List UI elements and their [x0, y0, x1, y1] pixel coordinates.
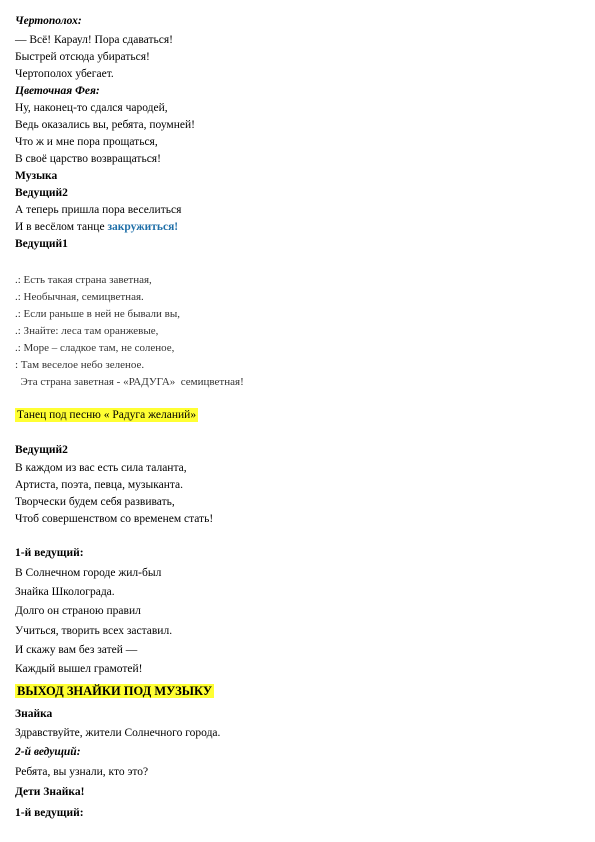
- poem-line-4: .: Знайте: леса там оранжевые,: [15, 325, 159, 337]
- host2-b-line-3: Творчески будем себя развивать,: [15, 496, 175, 508]
- fairy-line-3: Что ж и мне пора прощаться,: [15, 136, 158, 148]
- first-host-line-5: И скажу вам без затей —: [15, 644, 138, 656]
- first-host-line-4: Учиться, творить всех заставил.: [15, 625, 173, 637]
- znayka-entrance-highlight: ВЫХОД ЗНАЙКИ ПОД МУЗЫКУ: [17, 684, 213, 698]
- children-line: Дети Знайка!: [15, 786, 85, 798]
- host2-b-line-4: Чтоб совершенством со временем стать!: [15, 513, 214, 525]
- znayka-line: Здравствуйте, жители Солнечного города.: [15, 727, 221, 739]
- first-host-line-3: Долго он страною правил: [15, 605, 141, 617]
- speaker-thistle: Чертополох:: [15, 15, 82, 27]
- poem-line-6: : Там веселое небо зеленое.: [15, 359, 145, 371]
- thistle-line-1: — Всё! Караул! Пора сдаваться!: [15, 34, 173, 46]
- speaker-host1: Ведущий1: [15, 238, 68, 250]
- speaker-host2-b: Ведущий2: [15, 444, 68, 456]
- host2-line-2-text: И в весёлом танце: [15, 221, 108, 233]
- fairy-line-1: Ну, наконец-то сдался чародей,: [15, 102, 168, 114]
- poem-line-7: Эта страна заветная - «РАДУГА» семицветная!: [15, 376, 244, 388]
- second-host-question: Ребята, вы узнали, кто это?: [15, 766, 149, 778]
- host2-line-2: [15, 220, 178, 234]
- poem-line-3: .: Если раньше в ней не бывали вы,: [15, 308, 181, 320]
- host2-line-1: А теперь пришла пора веселиться: [15, 204, 182, 216]
- dance-cue-highlight: Танец под песню « Радуга желаний»: [17, 409, 197, 421]
- fairy-line-4: В своё царство возвращаться!: [15, 153, 161, 165]
- poem-line-1: .: Есть такая страна заветная,: [15, 274, 152, 286]
- speaker-host2: Ведущий2: [15, 187, 68, 199]
- first-host-line-1: В Солнечном городе жил-был: [15, 567, 162, 579]
- host2-b-line-2: Артиста, поэта, певца, музыканта.: [15, 479, 184, 491]
- host2-b-line-1: В каждом из вас есть сила таланта,: [15, 462, 187, 474]
- first-host-line-6: Каждый вышел грамотей!: [15, 663, 143, 675]
- speaker-second-host: 2-й ведущий:: [15, 746, 81, 758]
- poem-line-5: .: Море – сладкое там, не соленое,: [15, 342, 175, 354]
- music-cue: Музыка: [15, 170, 58, 182]
- speaker-znayka: Знайка: [15, 708, 53, 720]
- first-host-line-2: Знайка Школограда.: [15, 586, 115, 598]
- host2-line-2-accent: закружиться!: [107, 221, 179, 233]
- fairy-line-2: Ведь оказались вы, ребята, поумней!: [15, 119, 195, 131]
- speaker-first-host: 1-й ведущий:: [15, 547, 84, 559]
- stage-direction-thistle-runs: Чертополох убегает.: [15, 68, 114, 80]
- speaker-first-host-end: 1-й ведущий:: [15, 807, 84, 819]
- poem-line-2: .: Необычная, семицветная.: [15, 291, 144, 303]
- thistle-line-2: Быстрей отсюда убираться!: [15, 51, 150, 63]
- dance-cue: [15, 408, 198, 422]
- speaker-fairy: Цветочная Фея:: [15, 85, 100, 97]
- znayka-entrance-cue: [15, 684, 214, 699]
